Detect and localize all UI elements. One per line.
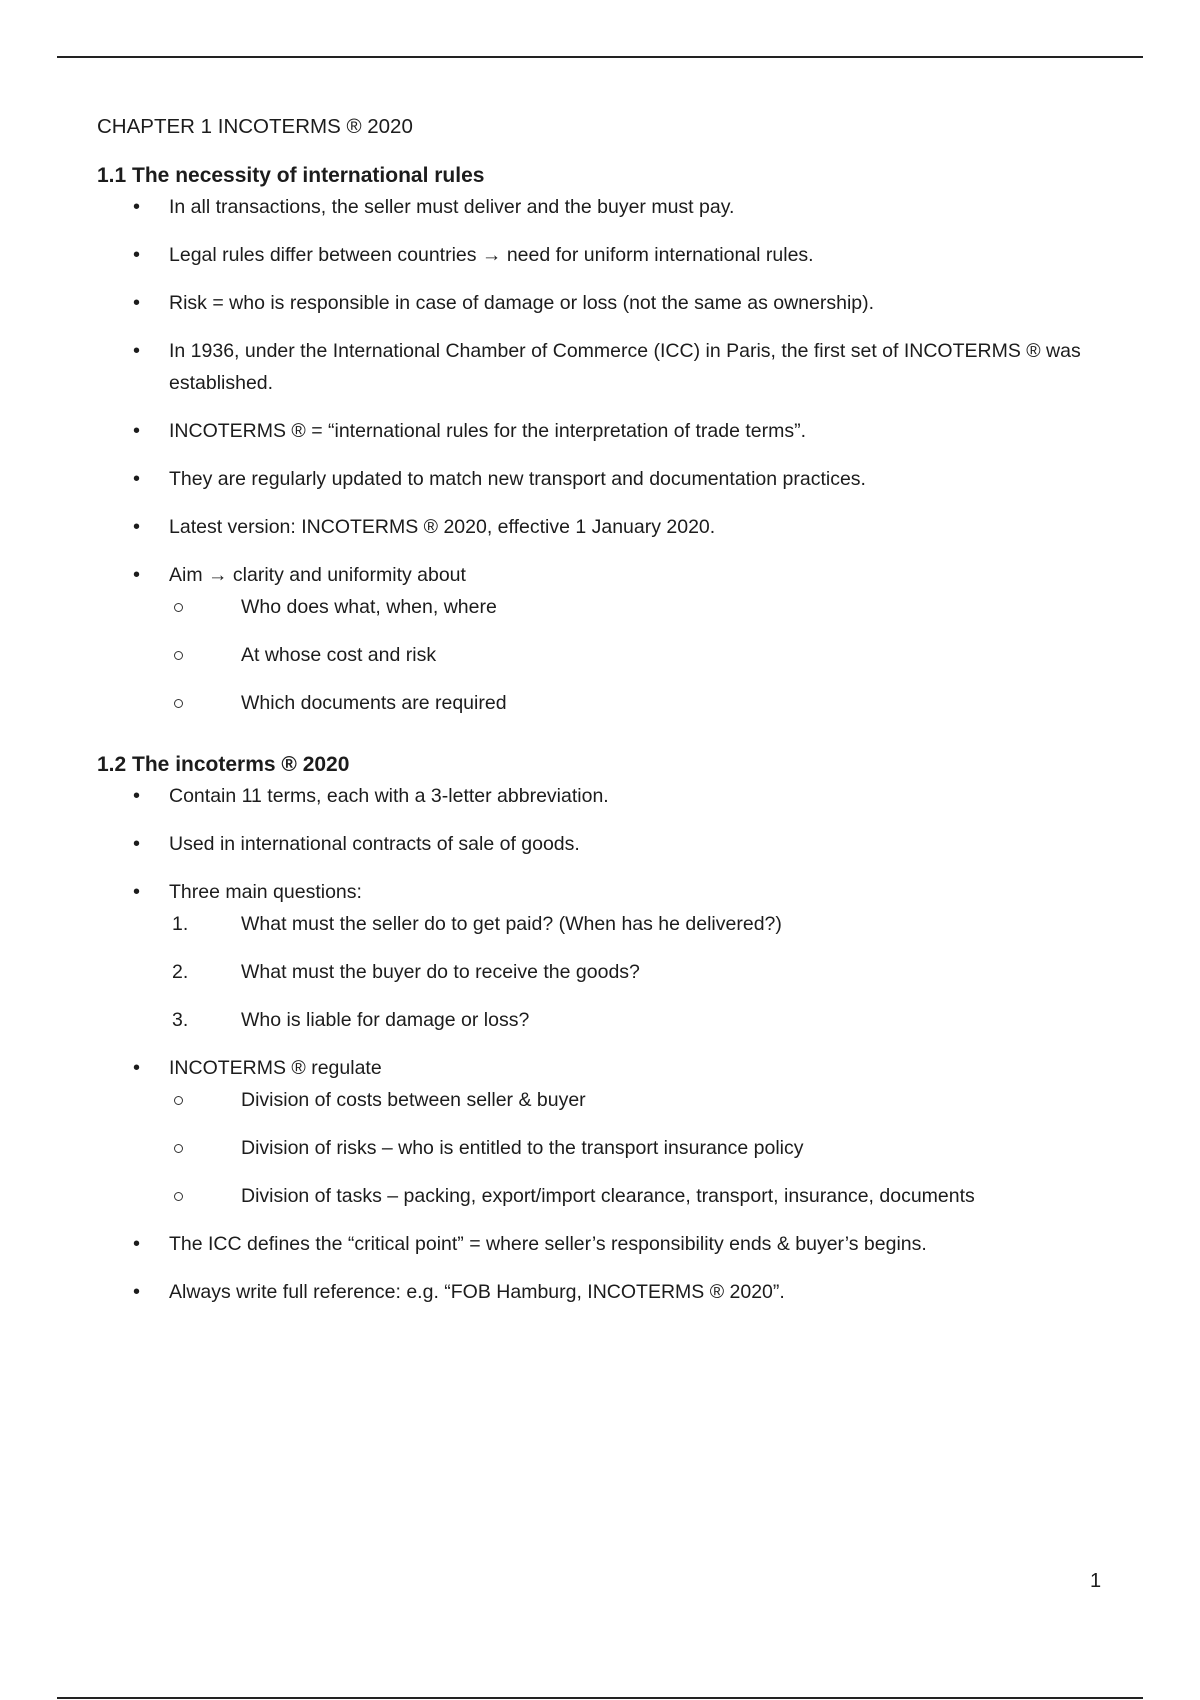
bullet-icon: • bbox=[133, 244, 141, 266]
sub-list-item: Division of tasks – packing, export/import clearance, transport, insurance, documents bbox=[169, 1180, 1097, 1212]
list-item: • Always write full reference: e.g. “FOB Hamburg, INCOTERMS ® 2020”. bbox=[97, 1276, 1097, 1308]
bullet-icon: • bbox=[133, 785, 141, 807]
bullet-icon: • bbox=[133, 340, 141, 362]
numbered-item: 1. What must the seller do to get paid? (When has he delivered?) bbox=[169, 908, 1097, 940]
bottom-rule bbox=[57, 1697, 1143, 1699]
sub-list-item: Division of risks – who is entitled to the transport insurance policy bbox=[169, 1132, 1097, 1164]
page-number: 1 bbox=[1090, 1570, 1102, 1592]
list-item-aim: • Aim → clarity and uniformity about Who does what, when, where At whose cost and risk Which documents are required bbox=[97, 559, 1097, 719]
circle-bullet-icon bbox=[174, 603, 183, 612]
bullet-icon: • bbox=[133, 420, 141, 442]
numbered-item: 2. What must the buyer do to receive the goods? bbox=[169, 956, 1097, 988]
bullet-icon: • bbox=[133, 1057, 141, 1079]
circle-bullet-icon bbox=[174, 651, 183, 660]
list-item: • In all transactions, the seller must deliver and the buyer must pay. bbox=[97, 191, 1097, 223]
questions-sublist bbox=[169, 908, 1097, 1036]
list-item: • Latest version: INCOTERMS ® 2020, effective 1 January 2020. bbox=[97, 511, 1097, 543]
regulate-sublist bbox=[169, 1084, 1097, 1212]
bullet-icon: • bbox=[133, 833, 141, 855]
sub-list-item: Which documents are required bbox=[169, 687, 1097, 719]
list-item: • In 1936, under the International Chamber of Commerce (ICC) in Paris, the first set of INCOTERMS ® was established. bbox=[97, 335, 1097, 399]
list-item: • Used in international contracts of sale of goods. bbox=[97, 828, 1097, 860]
circle-bullet-icon bbox=[174, 699, 183, 708]
list-item-questions: • Three main questions: 1. What must the seller do to get paid? (When has he delivered?) 2. What must the buyer do to receive the goods? 3. Who is liable for damage or loss? bbox=[97, 876, 1097, 1036]
section-2-list bbox=[97, 780, 1097, 1308]
circle-bullet-icon bbox=[174, 1192, 183, 1201]
aim-sublist bbox=[169, 591, 1097, 719]
list-item: • INCOTERMS ® = “international rules for the interpretation of trade terms”. bbox=[97, 415, 1097, 447]
item-number: 3. bbox=[172, 1009, 189, 1031]
top-rule bbox=[57, 56, 1143, 58]
bullet-icon: • bbox=[133, 292, 141, 314]
list-item-regulate: • INCOTERMS ® regulate Division of costs between seller & buyer Division of risks – who is entitled to the transport insurance policy Division of tasks – packing, export/import clearance, transport, insurance, documents bbox=[97, 1052, 1097, 1212]
bullet-icon: • bbox=[133, 516, 141, 538]
chapter-title: CHAPTER 1 INCOTERMS ® 2020 bbox=[97, 115, 413, 138]
bullet-icon: • bbox=[133, 1281, 141, 1303]
circle-bullet-icon bbox=[174, 1096, 183, 1105]
list-item: • The ICC defines the “critical point” = where seller’s responsibility ends & buyer’s begins. bbox=[97, 1228, 1097, 1260]
sub-list-item: Division of costs between seller & buyer bbox=[169, 1084, 1097, 1116]
circle-bullet-icon bbox=[174, 1144, 183, 1153]
bullet-icon: • bbox=[133, 564, 141, 586]
numbered-item: 3. Who is liable for damage or loss? bbox=[169, 1004, 1097, 1036]
bullet-icon: • bbox=[133, 1233, 141, 1255]
item-number: 2. bbox=[172, 961, 189, 983]
document-body bbox=[97, 112, 1097, 1324]
section-1-heading: 1.1 The necessity of international rules bbox=[97, 164, 485, 187]
list-item: • Legal rules differ between countries → need for uniform international rules. bbox=[97, 239, 1097, 271]
list-item: • Risk = who is responsible in case of damage or loss (not the same as ownership). bbox=[97, 287, 1097, 319]
bullet-icon: • bbox=[133, 468, 141, 490]
sub-list-item: Who does what, when, where bbox=[169, 591, 1097, 623]
sub-list-item: At whose cost and risk bbox=[169, 639, 1097, 671]
list-item: • Contain 11 terms, each with a 3-letter abbreviation. bbox=[97, 780, 1097, 812]
item-number: 1. bbox=[172, 913, 189, 935]
bullet-icon: • bbox=[133, 196, 141, 218]
section-1-list bbox=[97, 191, 1097, 719]
section-2-heading: 1.2 The incoterms ® 2020 bbox=[97, 753, 350, 776]
bullet-icon: • bbox=[133, 881, 141, 903]
list-item: • They are regularly updated to match new transport and documentation practices. bbox=[97, 463, 1097, 495]
